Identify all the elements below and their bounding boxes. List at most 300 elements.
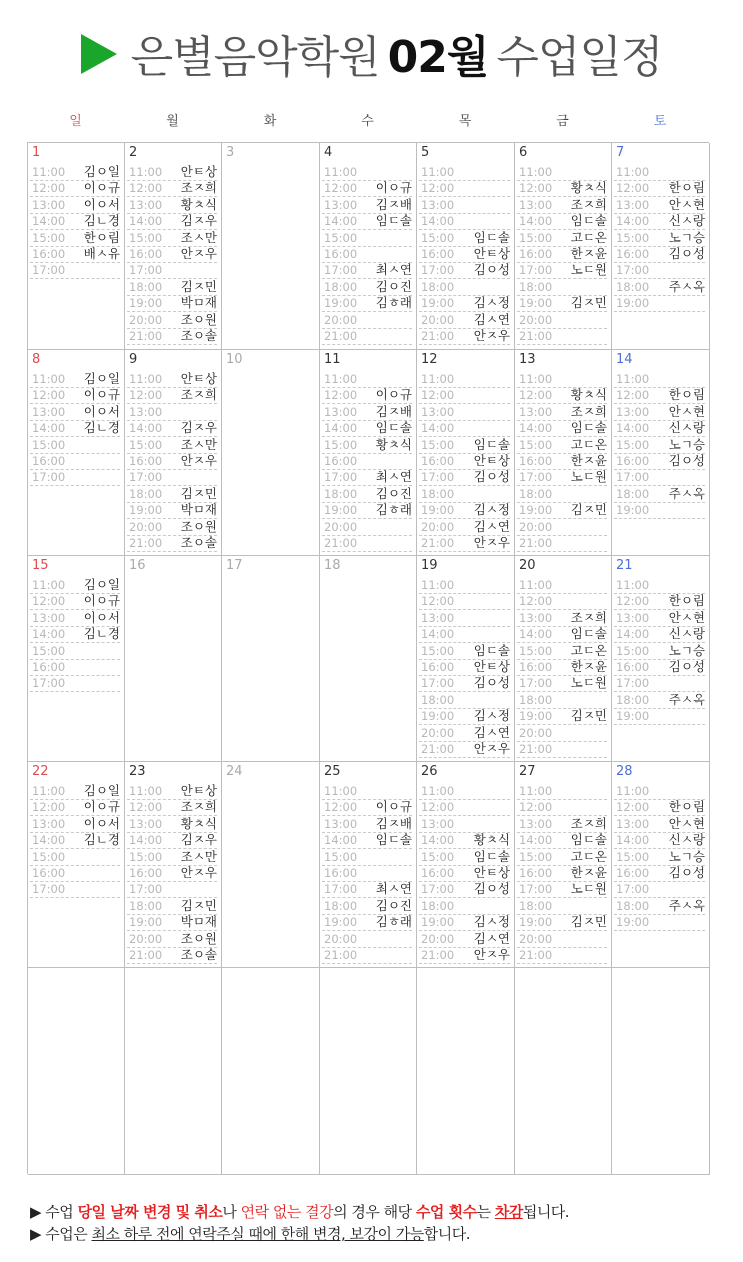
slot-time: 12:00 (421, 800, 455, 815)
time-slot (614, 708, 705, 725)
slot-time: 17:00 (129, 882, 163, 897)
time-slot (322, 180, 412, 197)
student-name: 황ㅊ식 (180, 196, 217, 212)
student-name: 신ㅅ랑 (668, 626, 705, 642)
time-slot (127, 535, 217, 552)
slot-time: 12:00 (129, 181, 163, 196)
time-slot (30, 180, 120, 197)
time-slot (30, 437, 120, 454)
month-label: 02월 (387, 32, 489, 83)
student-name: 김ㅈ민 (570, 914, 607, 930)
time-slot (614, 626, 705, 643)
time-slot (517, 675, 607, 692)
student-name: 한ㅇ림 (83, 229, 120, 245)
slot-time: 11:00 (129, 165, 163, 179)
slot-time: 11:00 (32, 578, 66, 592)
time-slot (419, 213, 510, 230)
slot-time: 17:00 (129, 263, 163, 278)
time-slot (419, 519, 510, 536)
student-name: 조ㅅ만 (180, 229, 217, 245)
student-name: 조ㅇ원 (180, 930, 217, 946)
slot-time: 15:00 (421, 230, 455, 245)
time-slot (322, 213, 412, 230)
student-name: 한ㅇ림 (668, 180, 705, 196)
student-name: 김ㅅ정 (473, 295, 510, 311)
time-slot (127, 502, 217, 519)
slot-time: 16:00 (519, 660, 553, 674)
weekday-label: 월 (166, 114, 179, 129)
day-number: 15 (32, 558, 49, 573)
student-name: 안ㅅ현 (668, 196, 705, 212)
student-name: 한ㅈ윤 (570, 453, 607, 468)
notice-text: 차감 (494, 1203, 523, 1221)
day-number: 5 (421, 145, 430, 160)
slot-time: 18:00 (519, 279, 553, 294)
slot-time: 14:00 (324, 421, 358, 436)
student-name: 조ㅇ솔 (180, 535, 217, 550)
calendar-day-cell (320, 968, 417, 1175)
slot-time: 19:00 (519, 915, 553, 930)
time-slot (517, 898, 607, 915)
student-name: 한ㅇ림 (668, 387, 705, 403)
student-name: 한ㅇ림 (668, 799, 705, 815)
slot-time: 19:00 (421, 296, 455, 311)
slot-time: 21:00 (421, 742, 455, 756)
slot-time: 13:00 (324, 404, 358, 419)
time-slot (419, 535, 510, 552)
slot-time: 20:00 (519, 519, 553, 534)
time-slot (614, 799, 705, 816)
slot-time: 13:00 (519, 816, 553, 831)
student-name: 김ㅎ래 (375, 502, 412, 518)
slot-time: 14:00 (616, 214, 650, 229)
student-name: 이ㅇ서 (83, 403, 120, 419)
student-name: 황ㅊ식 (473, 832, 510, 848)
slot-time: 11:00 (324, 784, 358, 798)
slot-time: 12:00 (32, 388, 66, 403)
time-slot (30, 213, 120, 230)
time-slot (322, 832, 412, 849)
slot-time: 12:00 (32, 594, 66, 609)
time-slot (614, 371, 705, 388)
time-slot (127, 486, 217, 503)
time-slot (322, 947, 412, 964)
student-name: 고ㄷ온 (570, 848, 607, 864)
time-slot (322, 164, 412, 181)
time-slot (517, 914, 607, 931)
time-slot (517, 279, 607, 296)
calendar-day-cell (417, 762, 515, 968)
slot-time: 17:00 (324, 263, 358, 278)
time-slot (322, 437, 412, 454)
student-name: 고ㄷ온 (570, 642, 607, 658)
slot-time: 11:00 (324, 372, 358, 386)
slot-time: 11:00 (32, 372, 66, 386)
time-slot (30, 610, 120, 627)
slot-time: 15:00 (32, 437, 66, 452)
slot-time: 19:00 (519, 503, 553, 518)
slot-time: 15:00 (324, 230, 358, 245)
time-slot (517, 535, 607, 552)
slot-time: 13:00 (32, 404, 66, 419)
time-slot (322, 312, 412, 329)
slot-time: 14:00 (324, 833, 358, 848)
slot-time: 12:00 (421, 594, 455, 609)
slot-time: 11:00 (32, 784, 66, 798)
student-name: 고ㄷ온 (570, 436, 607, 452)
slot-time: 20:00 (324, 519, 358, 534)
slot-time: 12:00 (421, 181, 455, 196)
notice-text: 됩니다. (522, 1203, 570, 1221)
time-slot (517, 799, 607, 816)
time-slot (419, 914, 510, 931)
student-name: 안ㅌ상 (180, 164, 217, 179)
time-slot (614, 469, 705, 486)
student-name: 김ㅈ배 (375, 403, 412, 419)
time-slot (517, 164, 607, 181)
student-name: 신ㅅ랑 (668, 420, 705, 436)
time-slot (419, 420, 510, 437)
day-number: 25 (324, 764, 341, 779)
slot-time: 16:00 (519, 247, 553, 261)
slot-time: 11:00 (324, 165, 358, 179)
calendar-day-cell (417, 143, 515, 350)
time-slot (127, 914, 217, 931)
time-slot (127, 816, 217, 833)
time-slot (614, 295, 705, 312)
day-number: 13 (519, 352, 536, 367)
slot-time: 12:00 (519, 181, 553, 196)
time-slot (30, 593, 120, 610)
time-slot (517, 437, 607, 454)
time-slot (419, 725, 510, 742)
student-name: 안ㅌ상 (473, 453, 510, 468)
slot-time: 19:00 (129, 296, 163, 311)
time-slot (614, 865, 705, 882)
slot-time: 18:00 (129, 486, 163, 501)
slot-time: 16:00 (324, 247, 358, 261)
time-slot (322, 453, 412, 470)
slot-time: 12:00 (324, 800, 358, 815)
slot-time: 14:00 (519, 421, 553, 436)
day-number: 17 (226, 558, 243, 573)
student-name: 김ㅇ성 (668, 453, 705, 468)
time-slot (127, 328, 217, 345)
calendar-day-cell (320, 556, 417, 762)
time-slot (517, 180, 607, 197)
slot-time: 18:00 (616, 898, 650, 913)
time-slot (419, 898, 510, 915)
slot-time: 12:00 (616, 388, 650, 403)
student-name: 김ㅅ연 (473, 724, 510, 740)
student-name: 고ㄷ온 (570, 229, 607, 245)
time-slot (614, 898, 705, 915)
slot-time: 20:00 (421, 312, 455, 327)
student-name: 황ㅊ식 (570, 180, 607, 196)
slot-time: 13:00 (421, 816, 455, 831)
slot-time: 12:00 (32, 800, 66, 815)
time-slot (419, 295, 510, 312)
slot-time: 12:00 (519, 800, 553, 815)
slot-time: 15:00 (421, 849, 455, 864)
time-slot (127, 849, 217, 866)
time-slot (30, 262, 120, 279)
student-name: 김ㅇ진 (375, 485, 412, 501)
student-name: 안ㅌ상 (180, 371, 217, 386)
student-name: 주ㅅ옥 (668, 691, 705, 707)
time-slot (30, 849, 120, 866)
student-name: 안ㅅ현 (668, 815, 705, 831)
weekday-label: 금 (556, 114, 569, 129)
slot-time: 20:00 (129, 519, 163, 534)
slot-time: 16:00 (616, 660, 650, 674)
time-slot (30, 453, 120, 470)
time-slot (419, 387, 510, 404)
student-name: 임ㄷ솔 (473, 848, 510, 864)
time-slot (322, 387, 412, 404)
slot-time: 15:00 (32, 230, 66, 245)
time-slot (517, 865, 607, 882)
student-name: 이ㅇ서 (83, 609, 120, 625)
slot-time: 15:00 (129, 230, 163, 245)
time-slot (30, 675, 120, 692)
student-name: 이ㅇ규 (375, 387, 412, 403)
slot-time: 16:00 (616, 454, 650, 468)
slot-time: 21:00 (421, 948, 455, 962)
time-slot (127, 519, 217, 536)
slot-time: 13:00 (421, 610, 455, 625)
time-slot (614, 486, 705, 503)
time-slot (419, 197, 510, 214)
student-name: 조ㅈ희 (570, 196, 607, 212)
time-slot (517, 816, 607, 833)
student-name: 김ㅈ민 (180, 278, 217, 294)
time-slot (614, 453, 705, 470)
student-name: 주ㅅ옥 (668, 278, 705, 294)
slot-time: 21:00 (129, 948, 163, 962)
student-name: 한ㅇ림 (668, 593, 705, 609)
day-number: 22 (32, 764, 49, 779)
time-slot (419, 371, 510, 388)
slot-time: 14:00 (519, 627, 553, 642)
notice-line (30, 1201, 730, 1223)
student-name: 조ㅈ희 (570, 403, 607, 419)
slot-time: 14:00 (421, 627, 455, 642)
time-slot (30, 865, 120, 882)
slot-time: 14:00 (129, 214, 163, 229)
slot-time: 17:00 (421, 263, 455, 278)
slot-time: 16:00 (129, 454, 163, 468)
student-name: 안ㅅ현 (668, 403, 705, 419)
day-number: 18 (324, 558, 341, 573)
slot-time: 12:00 (616, 594, 650, 609)
time-slot (30, 469, 120, 486)
time-slot (517, 404, 607, 421)
student-name: 황ㅊ식 (570, 387, 607, 403)
time-slot (614, 832, 705, 849)
time-slot (322, 197, 412, 214)
time-slot (127, 164, 217, 181)
time-slot (322, 519, 412, 536)
time-slot (517, 577, 607, 594)
time-slot (614, 816, 705, 833)
slot-time: 13:00 (616, 610, 650, 625)
time-slot (322, 783, 412, 800)
student-name: 노ㄱ승 (668, 229, 705, 245)
slot-time: 18:00 (519, 486, 553, 501)
slot-time: 17:00 (616, 470, 650, 485)
slot-time: 11:00 (519, 578, 553, 592)
slot-time: 16:00 (32, 247, 66, 261)
time-slot (614, 783, 705, 800)
time-slot (517, 453, 607, 470)
time-slot (322, 420, 412, 437)
slot-time: 12:00 (324, 181, 358, 196)
slot-time: 19:00 (519, 709, 553, 724)
slot-time: 12:00 (421, 388, 455, 403)
slot-time: 21:00 (421, 329, 455, 343)
slot-time: 13:00 (421, 197, 455, 212)
slot-time: 13:00 (129, 404, 163, 419)
calendar-day-cell (125, 762, 222, 968)
slot-time: 17:00 (421, 676, 455, 691)
time-slot (614, 610, 705, 627)
student-name: 김ㅈ배 (375, 196, 412, 212)
slot-time: 11:00 (616, 372, 650, 386)
student-name: 임ㄷ솔 (473, 436, 510, 452)
student-name: 노ㄷ원 (570, 881, 607, 897)
student-name: 최ㅅ연 (375, 881, 412, 897)
student-name: 김ㄴ경 (83, 420, 120, 436)
calendar-day-cell (515, 143, 612, 350)
time-slot (419, 469, 510, 486)
day-number: 6 (519, 145, 528, 160)
student-name: 김ㅎ래 (375, 914, 412, 930)
student-name: 김ㄴ경 (83, 832, 120, 848)
slot-time: 14:00 (32, 833, 66, 848)
student-name: 임ㄷ솔 (375, 213, 412, 229)
time-slot (322, 371, 412, 388)
slot-time: 12:00 (129, 800, 163, 815)
slot-time: 11:00 (519, 165, 553, 179)
slot-time: 20:00 (519, 312, 553, 327)
student-name: 김ㅈ민 (570, 502, 607, 518)
slot-time: 16:00 (324, 866, 358, 880)
time-slot (614, 246, 705, 263)
day-number: 27 (519, 764, 536, 779)
slot-time: 19:00 (129, 915, 163, 930)
page-title (0, 22, 743, 94)
slot-time: 16:00 (32, 866, 66, 880)
time-slot (30, 577, 120, 594)
slot-time: 18:00 (519, 898, 553, 913)
slot-time: 15:00 (519, 849, 553, 864)
slot-time: 15:00 (324, 437, 358, 452)
slot-time: 19:00 (616, 296, 650, 311)
student-name: 김ㅈ우 (180, 832, 217, 848)
time-slot (30, 783, 120, 800)
time-slot (127, 799, 217, 816)
slot-time: 14:00 (519, 833, 553, 848)
slot-time: 17:00 (129, 470, 163, 485)
time-slot (127, 213, 217, 230)
student-name: 조ㅇ솔 (180, 328, 217, 343)
time-slot (517, 741, 607, 758)
student-name: 노ㄷ원 (570, 469, 607, 485)
time-slot (419, 626, 510, 643)
slot-time: 12:00 (519, 594, 553, 609)
notice-text: 연락 없는 결강 (240, 1203, 334, 1221)
student-name: 이ㅇ규 (375, 799, 412, 815)
time-slot (30, 404, 120, 421)
student-name: 박ㅁ재 (180, 914, 217, 930)
day-number: 1 (32, 145, 41, 160)
slot-time: 13:00 (129, 197, 163, 212)
notice-text: 당일 날짜 변경 및 취소 (77, 1203, 223, 1221)
time-slot (127, 947, 217, 964)
student-name: 안ㅌ상 (180, 783, 217, 798)
time-slot (517, 626, 607, 643)
time-slot (127, 931, 217, 948)
day-number: 2 (129, 145, 138, 160)
calendar-day-cell (612, 143, 710, 350)
student-name: 임ㄷ솔 (375, 420, 412, 436)
student-name: 조ㅈ희 (570, 609, 607, 625)
student-name: 김ㅇ진 (375, 278, 412, 294)
student-name: 안ㅈ우 (473, 535, 510, 550)
student-name: 안ㅅ현 (668, 609, 705, 625)
slot-time: 18:00 (421, 486, 455, 501)
time-slot (517, 931, 607, 948)
time-slot (614, 593, 705, 610)
time-slot (127, 437, 217, 454)
slot-time: 13:00 (519, 610, 553, 625)
slot-time: 13:00 (324, 197, 358, 212)
student-name: 이ㅇ서 (83, 196, 120, 212)
slot-time: 16:00 (421, 866, 455, 880)
time-slot (322, 816, 412, 833)
slot-time: 15:00 (519, 643, 553, 658)
time-slot (614, 675, 705, 692)
slot-time: 17:00 (421, 470, 455, 485)
slot-time: 20:00 (324, 312, 358, 327)
title-subtitle: 수업일정 (496, 32, 663, 83)
calendar-day-cell (28, 556, 125, 762)
calendar-day-cell (612, 556, 710, 762)
time-slot (322, 931, 412, 948)
time-slot (517, 213, 607, 230)
slot-time: 17:00 (421, 882, 455, 897)
time-slot (517, 610, 607, 627)
time-slot (517, 643, 607, 660)
calendar-day-cell (28, 350, 125, 556)
time-slot (419, 643, 510, 660)
time-slot (517, 881, 607, 898)
time-slot (517, 262, 607, 279)
slot-time: 16:00 (32, 660, 66, 674)
time-slot (127, 865, 217, 882)
slot-time: 21:00 (129, 536, 163, 550)
student-name: 최ㅅ연 (375, 469, 412, 485)
student-name: 안ㅈ우 (180, 453, 217, 468)
day-number: 7 (616, 145, 625, 160)
day-number: 12 (421, 352, 438, 367)
slot-time: 11:00 (519, 372, 553, 386)
slot-time: 14:00 (421, 214, 455, 229)
time-slot (419, 404, 510, 421)
slot-time: 18:00 (324, 279, 358, 294)
slot-time: 13:00 (32, 610, 66, 625)
